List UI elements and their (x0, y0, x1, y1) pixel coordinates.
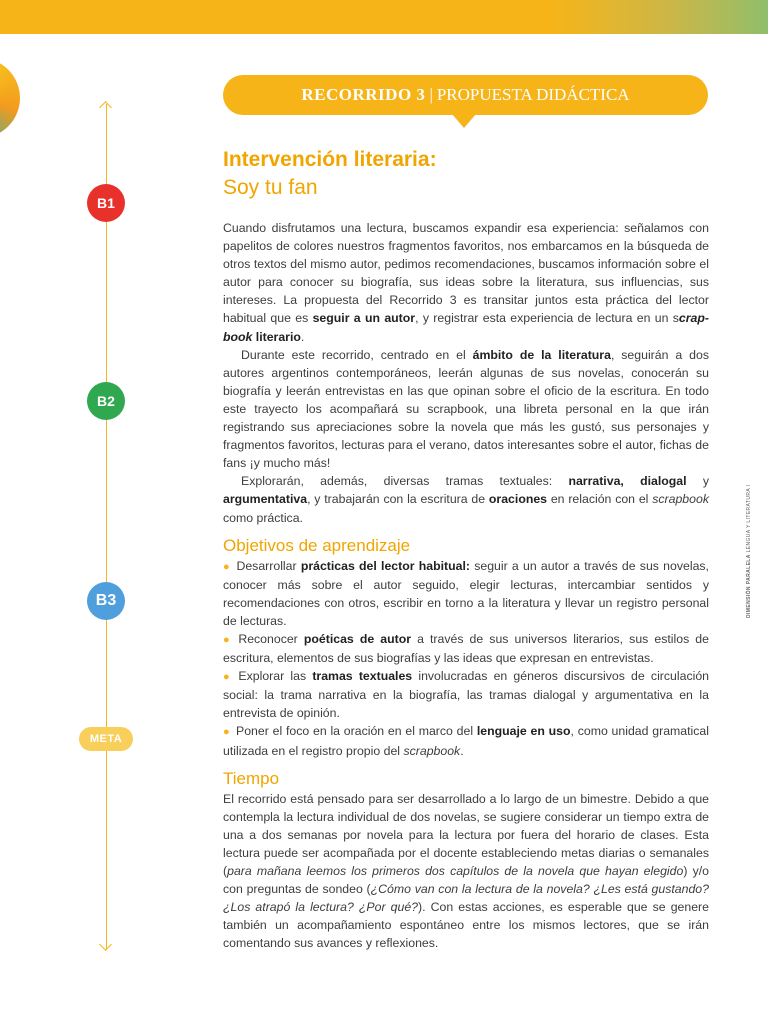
title-line-2: Soy tu fan (223, 176, 318, 199)
banner-pointer (452, 114, 476, 128)
bullet-icon: ● (223, 671, 233, 684)
text-run: como práctica. (223, 510, 303, 525)
bullet-icon: ● (223, 633, 233, 646)
tiempo-paragraph (223, 790, 709, 953)
text-run: en relación con el (547, 492, 653, 507)
page-title (223, 146, 523, 202)
badge-meta: META (79, 727, 133, 751)
text-run: Desarrollar (236, 558, 301, 573)
title-line-1: Intervención literaria: (223, 148, 437, 171)
bold-run: narrativa, dialogal (568, 474, 687, 489)
side-running-label (746, 448, 756, 618)
side-label-bold: DIMENSIÓN PARALELA (746, 554, 752, 618)
intro-paragraph-3 (223, 472, 709, 526)
text-run: Reconocer (238, 631, 304, 646)
text-run: Durante este recorrido, centrado en el (241, 347, 473, 362)
header-propuesta: PROPUESTA DIDÁCTICA (436, 85, 630, 104)
header-banner (223, 75, 708, 115)
intro-paragraph-1 (223, 219, 709, 346)
text-run: involucradas en géneros discursivos de circulación social: la trama narrativa en la biografía, las tramas dialogal y argumentativa en la entrevista de opinión. (223, 669, 710, 721)
bold-italic-run: crap-book (223, 311, 709, 344)
objetivo-item (223, 630, 709, 667)
italic-run: para mañana leemos los primeros dos capítulos de la novela que hayan elegido (227, 864, 684, 878)
bullet-icon: ● (223, 726, 231, 739)
bold-run: literario (252, 329, 301, 344)
text-run: Poner el foco en la oración en el marco del (236, 724, 477, 739)
timeline-line (106, 104, 107, 950)
arrow-up-icon (99, 101, 112, 114)
header-separator: | (429, 85, 433, 104)
main-content (223, 219, 709, 952)
top-color-band (0, 0, 768, 34)
bold-run: argumentativa (223, 492, 308, 507)
text-run: Explorarán, además, diversas tramas textuales: (241, 474, 569, 489)
bold-run: tramas textuales (312, 669, 413, 684)
text-run: , como unidad gramatical utilizada en el registro propio del (223, 724, 709, 758)
text-run: , y trabajarán con la escritura de (307, 492, 489, 507)
bullet-icon: ● (223, 560, 231, 573)
italic-run: ¿Cómo van con la lectura de la novela? ¿Les está gustando? ¿Los atrapó la lectura? ¿Por qué? (223, 882, 709, 915)
bold-run: lenguaje en uso (476, 724, 571, 739)
text-run: , seguirán a dos autores argentinos contemporáneos, leerán algunas de sus novelas, conocerán su biografía y leerán entrevistas en las que opinan sobre el oficio de la escritura. En todo este trayecto los acompañará su scrapbook, una libreta personal en la que irán registrando sus apreciaciones sobre la novela que más les gustó, sus personajes y fragmentos favoritos, lecturas para el verano, datos interesantes sobre el autor, fichas de fans ¡y mucho más! (223, 347, 709, 471)
bold-run: prácticas del lector habitual: (300, 558, 470, 573)
objetivo-item (223, 722, 709, 759)
text-run: ) y/o con preguntas de sondeo ( (223, 864, 709, 897)
text-run: seguir a un autor a través de sus novelas, conocer más sobre el autor seguido, elegir lecturas, intercambiar sentidos y recomendaciones con otros, escribir en torno a la literatura y llevar un registro personal de lecturas. (223, 558, 709, 628)
header-recorrido: RECORRIDO 3 (301, 85, 426, 104)
text-run: . (460, 743, 464, 758)
text-run: , y registrar esta experiencia de lectura en un s (415, 311, 679, 326)
objetivo-item (223, 557, 709, 630)
text-run: y (686, 474, 709, 489)
text-run: Cuando disfrutamos una lectura, buscamos expandir esa experiencia: señalamos con papelitos de colores nuestros fragmentos favoritos, nos embarcamos en la búsqueda de otros textos del mismo autor, pedimos recomendaciones, buscamos información sobre el autor para conocer su biografía, sus ideas sobre la literatura, sus influencias, sus intereses. La propuesta del Recorrido 3 es transitar juntos esta práctica del lector habitual que es (223, 221, 709, 326)
italic-run: scrapbook (403, 743, 461, 758)
bold-run: ámbito de la literatura (472, 347, 611, 362)
bold-run: seguir a un autor (312, 311, 416, 326)
bold-run: oraciones (488, 492, 548, 507)
text-run: Explorar las (238, 669, 313, 684)
text-run: ). Con estas acciones, es esperable que se genere también un acompañamiento espontáneo entre los mismos lectores, que se irán comentando sus avances y reflexiones. (223, 900, 709, 951)
tiempo-heading: Tiempo (223, 768, 280, 788)
italic-run: scrapbook (652, 492, 709, 507)
objetivo-item (223, 667, 709, 722)
text-run: a través de sus universos literarios, sus estilos de escritura, elementos de sus biografías y las ideas que expresan en entrevistas. (223, 631, 709, 666)
badge-b3: B3 (87, 582, 125, 620)
text-run: El recorrido está pensado para ser desarrollado a lo largo de un bimestre. Debido a que contempla la lectura individual de dos novelas, se sugiere considerar un tiempo extra de una a dos semanas por novela para la lectura por fuera del horario de clases. Esta lectura puede ser acompañada por el docente estableciendo metas diarias o semanales ( (223, 791, 709, 878)
badge-b1: B1 (87, 184, 125, 222)
intro-paragraph-2 (223, 346, 709, 473)
objetivos-heading: Objetivos de aprendizaje (223, 535, 411, 555)
bold-run: poéticas de autor (303, 631, 411, 646)
corner-decoration (0, 58, 20, 138)
text-run: . (300, 329, 305, 344)
badge-b2: B2 (87, 382, 125, 420)
arrow-down-icon (99, 938, 112, 951)
side-label-rest: LENGUA Y LITERATURA I (746, 484, 752, 555)
